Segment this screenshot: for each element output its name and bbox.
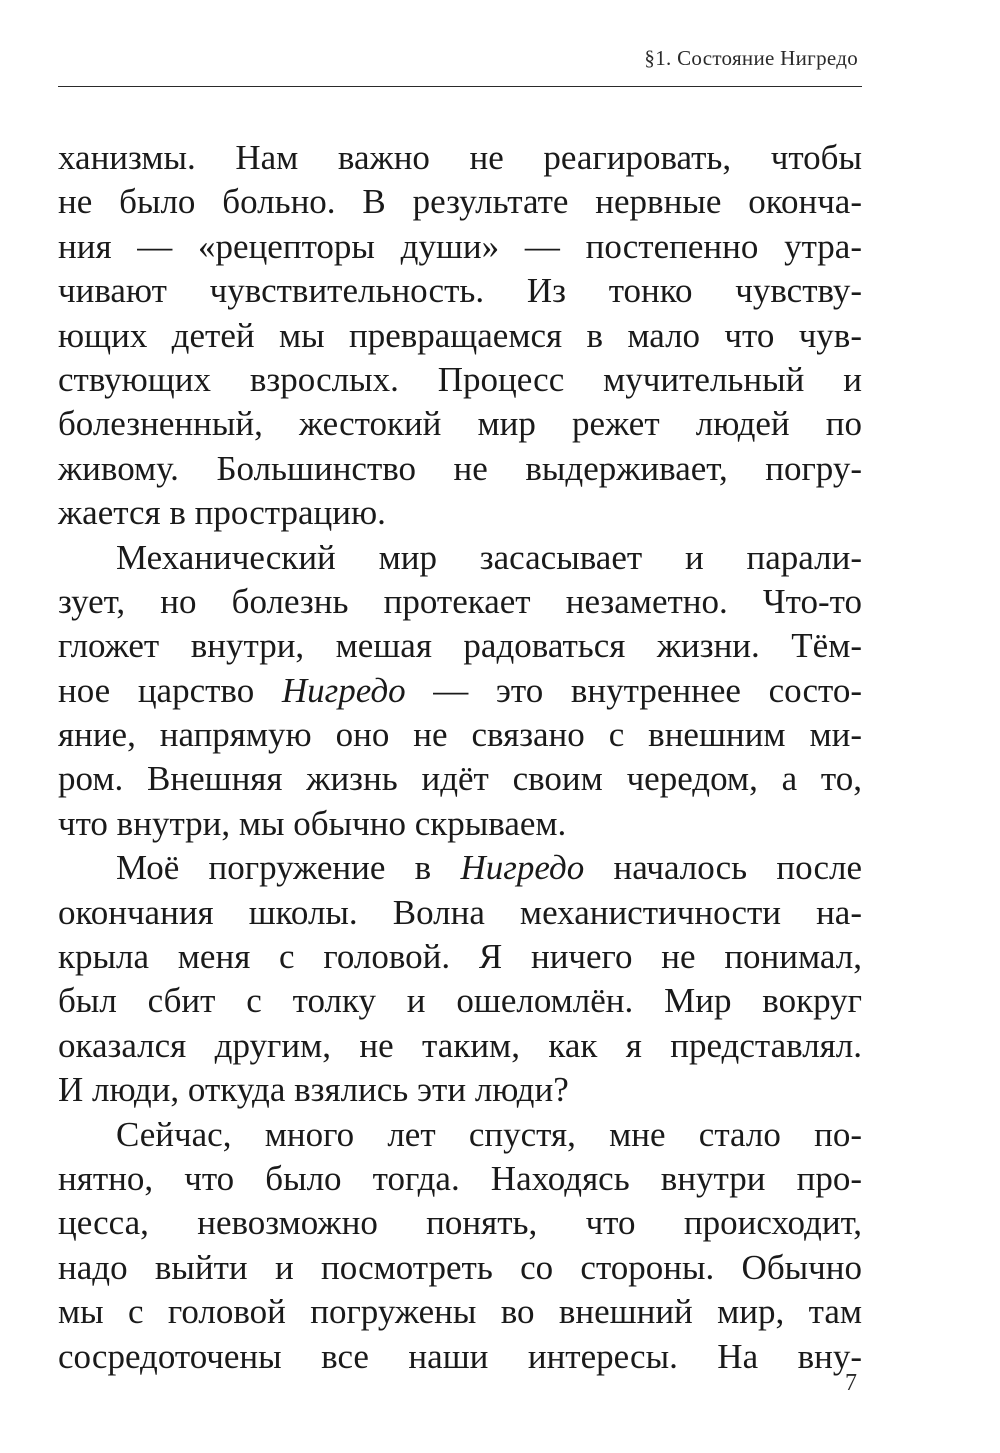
text-line: не было больно. В результате нервные оконча- — [58, 182, 862, 222]
text-line: ханизмы. Нам важно не реагировать, чтобы — [58, 138, 862, 177]
text-line — [58, 846, 862, 890]
text-line: сосредоточены все наши интересы. На вну- — [58, 1336, 862, 1376]
text-line: Сейчас, много лет спустя, мне стало по- — [116, 1114, 862, 1154]
running-head: §1. Состояние Нигредо — [644, 46, 858, 70]
text-line — [58, 669, 862, 713]
text-line: живому. Большинство не выдерживает, погру- — [58, 448, 862, 488]
text-line: ния — «рецепторы души» — постепенно утра- — [58, 226, 862, 266]
text-run: ное царство — [58, 670, 282, 710]
text-run: началось после — [584, 848, 862, 888]
body-text — [58, 136, 862, 1379]
italic-term: Нигредо — [281, 670, 406, 710]
text-line: цесса, невозможно понять, что происходит, — [58, 1203, 862, 1243]
text-line: жается в прострацию. — [58, 493, 386, 533]
text-line: Механический мир засасывает и парали- — [116, 537, 862, 577]
text-line: крыла меня с головой. Я ничего не понимал, — [58, 937, 862, 977]
text-line: окончания школы. Волна механистичности на- — [58, 892, 862, 932]
text-line: оказался другим, не таким, как я представлял. — [58, 1025, 862, 1065]
text-run: — это внутреннее состо- — [405, 670, 862, 710]
italic-term: Нигредо — [460, 848, 585, 888]
text-line: мы с головой погружены во внешний мир, там — [58, 1292, 862, 1332]
text-line: чивают чувствительность. Из тонко чувству- — [58, 271, 862, 311]
page-number: 7 — [845, 1370, 857, 1396]
text-line: зует, но болезнь протекает незаметно. Что-то — [58, 581, 862, 621]
text-line: что внутри, мы обычно скрываем. — [58, 803, 567, 843]
text-line: болезненный, жестокий мир режет людей по — [58, 404, 862, 444]
text-line: И люди, откуда взялись эти люди? — [58, 1070, 569, 1110]
text-line: ствующих взрослых. Процесс мучительный и — [58, 359, 862, 399]
text-line: гложет внутри, мешая радоваться жизни. Тём- — [58, 626, 862, 666]
text-line: был сбит с толку и ошеломлён. Мир вокруг — [58, 981, 862, 1021]
header-rule — [58, 86, 862, 87]
text-run: Моё погружение в — [116, 848, 461, 888]
text-line: нятно, что было тогда. Находясь внутри про- — [58, 1158, 862, 1198]
text-line: яние, напрямую оно не связано с внешним ми- — [58, 715, 862, 755]
text-line: надо выйти и посмотреть со стороны. Обычно — [58, 1247, 862, 1287]
text-line: ром. Внешняя жизнь идёт своим чередом, а то, — [58, 759, 862, 799]
text-line: ющих детей мы превращаемся в мало что чув- — [58, 315, 862, 355]
